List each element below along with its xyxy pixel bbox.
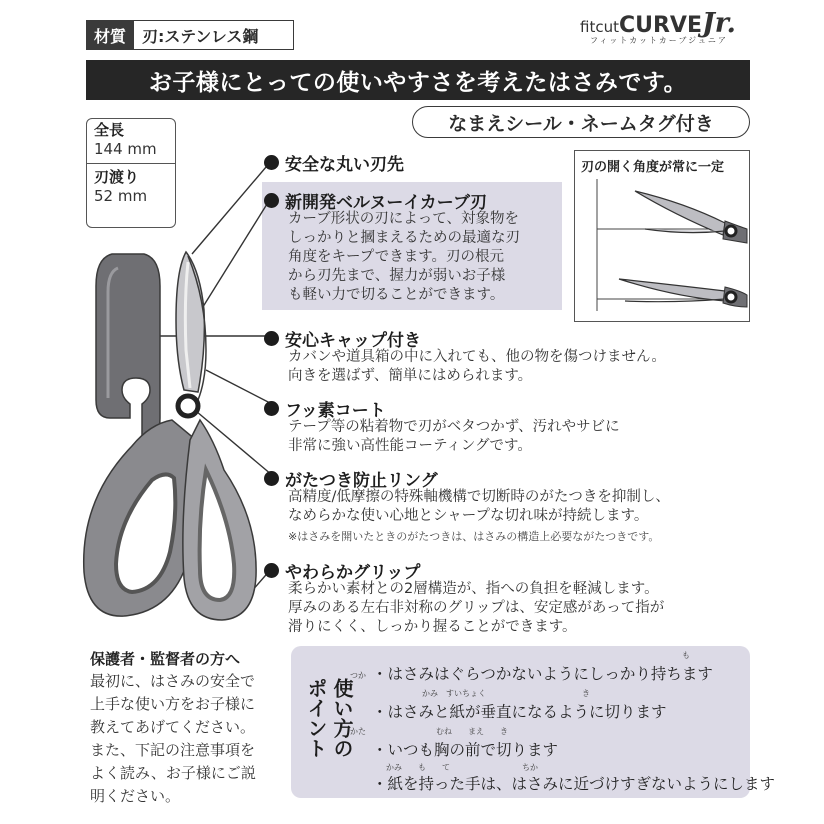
feature-anti-wobble-ring-desc: 高精度/低摩擦の特殊軸機構で切断時のがたつきを抑制し、 なめらかな使い心地とシャープな切れ味が持続します。 ※はさみを開いたときのがたつきは、はさみの構造上必要ながたつきです。 <box>288 489 670 543</box>
bullet-dot-icon <box>264 155 279 170</box>
length-label: 全長 <box>94 121 125 139</box>
guardian-title: 保護者・監督者の方へ <box>90 650 241 668</box>
ruby-line-3: むね まえ き <box>436 727 508 736</box>
ruby-line-1: も <box>682 651 690 660</box>
blade-angle-title: 刃の開く角度が常に一定 <box>581 160 725 175</box>
feature-curve-blade-desc: カーブ形状の刃によって、対象物を しっかりと摑まえるための最適な刃 角度をキープできます。刃の根元 から刃先まで、握力が弱いお子様 も軽い力で切ることができます。 <box>288 211 520 303</box>
bullet-dot-icon <box>264 193 279 208</box>
headline-banner: お子様にとっての使いやすさを考えたはさみです。 <box>86 60 750 100</box>
brand-main: CURVE <box>618 13 702 38</box>
material-value: 刃:ステンレス鋼 <box>134 20 294 50</box>
feature-fluorine-coat: フッ素コート <box>264 396 386 421</box>
ruby-line-4: かみ も て ちか <box>386 763 538 772</box>
bullet-dot-icon <box>264 563 279 578</box>
bullet-dot-icon <box>264 331 279 346</box>
feature-note: ※はさみを開いたときのがたつきは、はさみの構造上必要ながたつきです。 <box>288 530 660 543</box>
feature-soft-grip: やわらかグリップ <box>264 558 420 583</box>
brand-suffix: Jr. <box>701 8 736 39</box>
feature-curve-blade: 新開発ベルヌーイカーブ刃 <box>264 188 487 213</box>
blade-angle-box <box>574 150 750 322</box>
feature-soft-grip-desc: 柔らかい素材との2層構造が、指への負担を軽減します。 厚みのある左右非対称のグリップは、安定感があって指が 滑りにくく、しっかり握ることができます。 <box>288 581 665 635</box>
feature-fluorine-coat-desc: テープ等の粘着物で刃がベタつかず、汚れやサビに 非常に強い高性能コーティングです。 <box>288 419 620 454</box>
bullet-dot-icon <box>264 401 279 416</box>
ruby-line-2: かみ すいちょく き <box>422 689 590 698</box>
ruby-kata: かた <box>350 727 366 736</box>
material-label: 材質 <box>86 20 134 50</box>
usage-point-4: ・紙を持った手は、はさみに近づけすぎないようにします <box>372 775 776 793</box>
feature-anti-wobble-ring: がたつき防止リング <box>264 466 438 491</box>
heading-col-1: 使い方の <box>330 678 354 758</box>
blade-label: 刃渡り <box>94 168 140 186</box>
feature-cap-desc: カバンや道具箱の中に入れても、他の物を傷つけません。 向きを選ばず、簡単にはめられます。 <box>288 349 666 384</box>
heading-col-2: ポイント <box>304 678 328 758</box>
length-value: 144 mm <box>94 140 157 158</box>
usage-point-1: ・はさみはぐらつかないようにしっかり持ちます <box>372 665 713 683</box>
usage-point-3: ・いつも胸の前で切ります <box>372 741 559 759</box>
usage-point-2: ・はさみと紙が垂直になるように切ります <box>372 703 667 721</box>
feature-cap: 安心キャップ付き <box>264 326 421 351</box>
feature-safe-tip: 安全な丸い刃先 <box>264 150 404 175</box>
name-tag-pill: なまえシール・ネームタグ付き <box>412 106 750 138</box>
guardian-note: 保護者・監督者の方へ 最初に、はさみの安全で 上手な使い方をお子様に 教えてあげてください。 また、下記の注意事項を よく読み、お子様にご説 明ください。 <box>90 648 280 808</box>
blade-angle-diagram <box>575 151 749 321</box>
bullet-dot-icon <box>264 471 279 486</box>
brand-prefix: fitcut <box>580 18 619 36</box>
blade-value: 52 mm <box>94 187 148 205</box>
brand-katakana: フィットカットカーブジュニア <box>590 36 728 45</box>
usage-points-heading <box>302 678 354 788</box>
ruby-tsuka: つか <box>350 671 366 680</box>
